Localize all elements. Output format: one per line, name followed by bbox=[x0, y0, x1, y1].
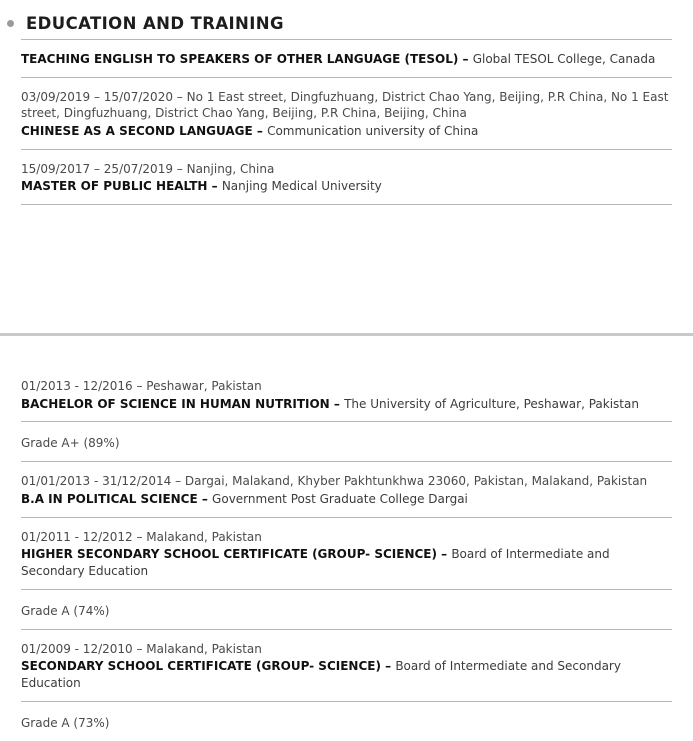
education-organization: Board of Intermediate and Secondary Education bbox=[21, 547, 610, 579]
education-degree: HIGHER SECONDARY SCHOOL CERTIFICATE (GROUP- SCIENCE) – bbox=[21, 547, 452, 562]
education-organization: Global TESOL College, Canada bbox=[472, 52, 656, 66]
section-header bbox=[0, 0, 693, 39]
education-entry-ba-political-science bbox=[21, 462, 672, 507]
education-entry-higher-secondary-school-certificate bbox=[21, 518, 672, 580]
education-list bbox=[0, 40, 693, 68]
education-dates-location: 01/2013 - 12/2016 – Peshawar, Pakistan bbox=[21, 379, 262, 394]
education-entry-bachelor-human-nutrition bbox=[21, 367, 672, 412]
education-entry-title bbox=[21, 178, 672, 195]
education-dates-location: 01/2011 - 12/2012 – Malakand, Pakistan bbox=[21, 529, 262, 544]
education-entry-chinese-second-language bbox=[21, 78, 672, 140]
education-degree: B.A IN POLITICAL SCIENCE – bbox=[21, 491, 213, 506]
education-organization: Government Post Graduate College Dargai bbox=[212, 491, 468, 506]
education-dates-location: 01/01/2013 - 31/12/2014 – Dargai, Malakand, Khyber Pakhtunkhwa 23060, Pakistan, Malakand, Pakistan bbox=[21, 474, 648, 489]
page-break-space-bottom bbox=[0, 336, 693, 367]
education-organization: The University of Agriculture, Peshawar, Pakistan bbox=[344, 396, 639, 411]
education-entry-title bbox=[21, 658, 672, 692]
education-degree: TEACHING ENGLISH TO SPEAKERS OF OTHER LANGUAGE (TESOL) – bbox=[21, 52, 473, 66]
education-grade: Grade A+ (89%) bbox=[21, 436, 120, 451]
bullet-dot-icon bbox=[7, 20, 14, 27]
education-degree: BACHELOR OF SCIENCE IN HUMAN NUTRITION – bbox=[21, 396, 345, 411]
education-entry-title bbox=[21, 396, 672, 413]
education-grade: Grade A (73%) bbox=[21, 716, 110, 730]
education-entry-tesol bbox=[21, 40, 672, 68]
education-dates-location: 03/09/2019 – 15/07/2020 – No 1 East street, Dingfuzhuang, District Chao Yang, Beijing, P.R China, No 1 East street, Dingfuzhuang, District Chao Yang, Beijing, P.R China, Beijing, China bbox=[21, 89, 669, 121]
education-entry-secondary-school-certificate bbox=[21, 630, 672, 692]
education-entry-title bbox=[21, 491, 672, 508]
education-entry-title bbox=[21, 546, 672, 580]
education-organization: Nanjing Medical University bbox=[221, 179, 382, 194]
education-entry-title bbox=[21, 123, 672, 140]
education-degree: SECONDARY SCHOOL CERTIFICATE (GROUP- SCIENCE) – bbox=[21, 659, 396, 674]
education-dates-location: 15/09/2017 – 25/07/2019 – Nanjing, China bbox=[21, 161, 275, 176]
education-dates-location: 01/2009 - 12/2010 – Malakand, Pakistan bbox=[21, 641, 262, 656]
education-entry-title bbox=[21, 51, 672, 68]
education-entry-master-public-health bbox=[21, 150, 672, 195]
education-degree: CHINESE AS A SECOND LANGUAGE – bbox=[21, 123, 268, 138]
education-organization: Communication university of China bbox=[267, 123, 479, 138]
page-break-space bbox=[0, 205, 693, 333]
education-degree: MASTER OF PUBLIC HEALTH – bbox=[21, 179, 222, 194]
education-grade: Grade A (74%) bbox=[21, 603, 110, 618]
education-organization: Board of Intermediate and Secondary Education bbox=[21, 659, 621, 691]
page-title: EDUCATION AND TRAINING bbox=[26, 14, 284, 33]
